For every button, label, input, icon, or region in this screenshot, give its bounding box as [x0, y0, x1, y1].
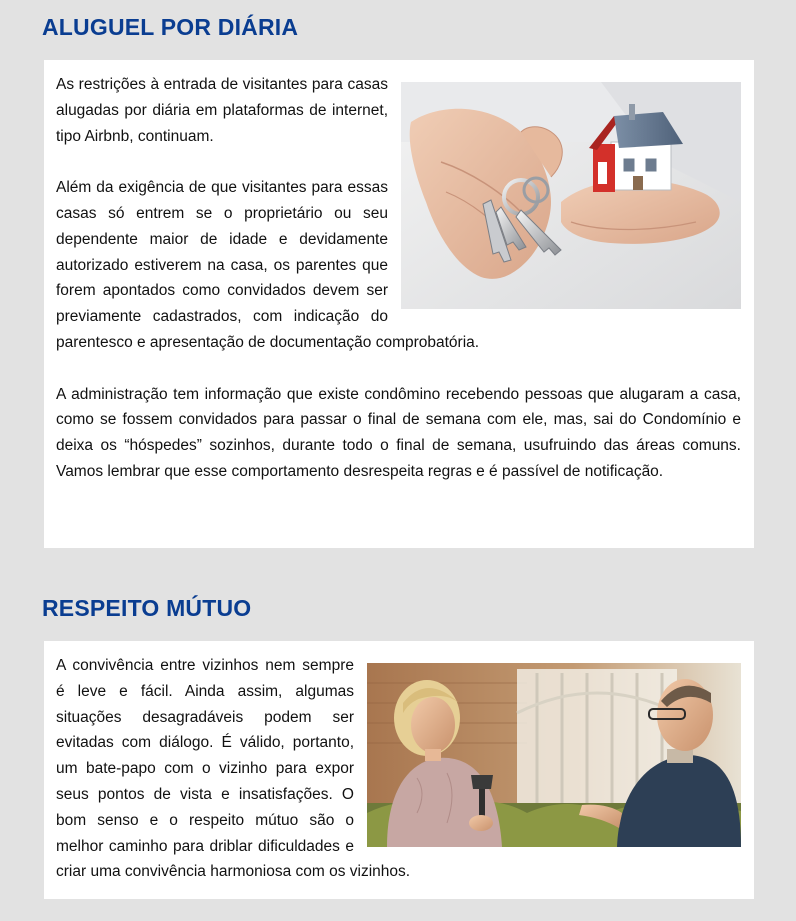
- card-respeito: [44, 641, 754, 899]
- section-title-aluguel: ALUGUEL POR DIÁRIA: [42, 14, 299, 40]
- card-aluguel: [44, 60, 754, 548]
- paragraph: A convivência entre vizinhos nem sempre é leve e fácil. Ainda assim, algumas situações desagradáveis podem ser evitadas com diálogo. É válido, portanto, um bate-papo com o vizinho para expor seus pontos de vista e insatisfações. O bom senso e o respeito mútuo são o melhor caminho para driblar dificuldades e criar uma convivência harmoniosa com os vizinhos.: [56, 657, 411, 881]
- paragraph: Além da exigência de que visitantes para essas casas só entrem se o proprietário ou seu dependente maior de idade e devidamente autorizado estiverem na casa, os parentes que forem apontados como convidados devem ser previamente cadastrados, com indicação do parentesco e apresentação de documentação comprobatória.: [56, 179, 480, 351]
- house-keys-photo: [401, 82, 741, 309]
- section-title-respeito: RESPEITO MÚTUO: [42, 595, 252, 621]
- paragraph: As restrições à entrada de visitantes para casas alugadas por diária em plataformas de internet, tipo Airbnb, continuam.: [56, 76, 388, 145]
- neighbors-photo: [367, 663, 741, 847]
- paragraph: A administração tem informação que existe condômino recebendo pessoas que alugaram a casa, como se fossem convidados para passar o final de semana com ele, mas, sai do Condomínio e deixa os “hóspedes” sozinhos, durante todo o final de semana, usufruindo das áreas comuns. Vamos lembrar que esse comportamento desrespeita regras e é passível de notificação.: [56, 385, 741, 480]
